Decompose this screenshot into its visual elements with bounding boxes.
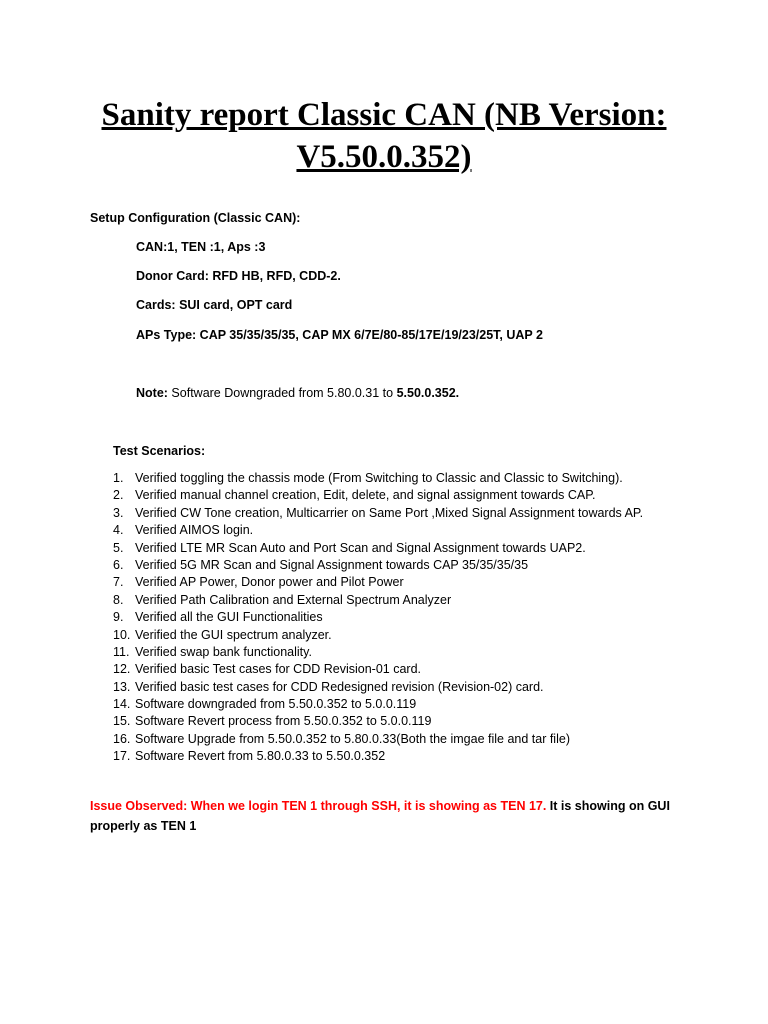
- list-item: [113, 731, 643, 748]
- list-item-text: Verified CW Tone creation, Multicarrier on Same Port ,Mixed Signal Assignment towards AP.: [135, 505, 644, 520]
- list-item-number: 16.: [113, 731, 131, 746]
- setup-cards-line: Cards: SUI card, OPT card: [136, 298, 293, 312]
- list-item-number: 1.: [113, 471, 124, 485]
- list-item: [113, 661, 643, 678]
- list-item-number: 10.: [113, 627, 131, 642]
- list-item-number: 12.: [113, 662, 131, 677]
- list-item-number: 5.: [113, 540, 124, 555]
- list-item-number: 14.: [113, 697, 131, 712]
- list-item: [113, 487, 643, 504]
- note-text: Software Downgraded from 5.80.0.31 to: [167, 386, 397, 400]
- list-item: [113, 627, 643, 644]
- list-item: [113, 522, 643, 539]
- list-item-number: 11.: [113, 644, 130, 659]
- list-item-text: Verified LTE MR Scan Auto and Port Scan and Signal Assignment towards UAP2.: [135, 540, 586, 555]
- list-item-text: Verified AP Power, Donor power and Pilot Power: [135, 575, 404, 590]
- list-item: [113, 644, 643, 661]
- list-item-number: 17.: [113, 749, 131, 764]
- list-item: [113, 557, 643, 574]
- list-item-text: Verified swap bank functionality.: [135, 644, 312, 659]
- list-item: [113, 505, 643, 522]
- title-line-2: V5.50.0.352): [296, 139, 472, 175]
- list-item: [113, 574, 643, 591]
- list-item: [113, 696, 643, 713]
- list-item-number: 8.: [113, 592, 124, 607]
- page-title: [60, 94, 708, 178]
- test-scenarios-heading: Test Scenarios:: [113, 444, 206, 458]
- title-line-1: Sanity report Classic CAN (NB Version:: [101, 97, 667, 133]
- setup-aps-type-line: APs Type: CAP 35/35/35/35, CAP MX 6/7E/80-85/17E/19/23/25T, UAP 2: [136, 328, 543, 342]
- list-item: [113, 713, 643, 730]
- issue-black-text: It is showing on GUI properly as TEN 1: [90, 799, 670, 833]
- setup-donor-line: Donor Card: RFD HB, RFD, CDD-2.: [136, 269, 341, 283]
- list-item-number: 6.: [113, 557, 124, 572]
- list-item: [113, 592, 643, 609]
- list-item-text: Verified manual channel creation, Edit, delete, and signal assignment towards CAP.: [135, 488, 596, 503]
- list-item-text: Verified AIMOS login.: [135, 523, 254, 538]
- list-item-number: 13.: [113, 679, 131, 694]
- list-item-text: Verified basic test cases for CDD Redesigned revision (Revision-02) card.: [135, 679, 544, 694]
- list-item: [113, 470, 643, 487]
- list-item-text: Software Revert process from 5.50.0.352 to 5.0.0.119: [135, 714, 432, 729]
- list-item-text: Software downgraded from 5.50.0.352 to 5.0.0.119: [135, 697, 417, 712]
- list-item-text: Verified basic Test cases for CDD Revision-01 card.: [135, 662, 421, 677]
- list-item-text: Verified Path Calibration and External Spectrum Analyzer: [135, 592, 452, 607]
- list-item-number: 15.: [113, 714, 131, 729]
- setup-can-line: CAN:1, TEN :1, Aps :3: [136, 240, 266, 254]
- list-item-text: Verified 5G MR Scan and Signal Assignment towards CAP 35/35/35/35: [135, 557, 529, 572]
- list-item: [113, 609, 643, 626]
- setup-heading: Setup Configuration (Classic CAN):: [90, 211, 301, 225]
- list-item-text: Verified toggling the chassis mode (From Switching to Classic and Classic to Switching).: [135, 471, 623, 485]
- list-item-number: 2.: [113, 488, 124, 503]
- list-item-text: Verified all the GUI Functionalities: [135, 610, 323, 625]
- list-item: [113, 679, 643, 696]
- list-item: [113, 540, 643, 557]
- note-version: 5.50.0.352.: [396, 386, 460, 400]
- list-item: [113, 748, 643, 765]
- list-item-number: 4.: [113, 523, 124, 538]
- list-item-text: Verified the GUI spectrum analyzer.: [135, 627, 332, 642]
- test-scenarios-list: [113, 470, 643, 766]
- list-item-number: 9.: [113, 610, 124, 625]
- list-item-number: 7.: [113, 575, 124, 590]
- list-item-number: 3.: [113, 505, 124, 520]
- list-item-text: Software Revert from 5.80.0.33 to 5.50.0.352: [135, 749, 386, 764]
- issue-red-text: Issue Observed: When we login TEN 1 through SSH, it is showing as TEN 17.: [90, 799, 547, 813]
- note-label: Note:: [136, 386, 168, 400]
- list-item-text: Software Upgrade from 5.50.0.352 to 5.80.0.33(Both the imgae file and tar file): [135, 731, 570, 746]
- issue-observed: [90, 796, 690, 836]
- note-line: [136, 386, 459, 400]
